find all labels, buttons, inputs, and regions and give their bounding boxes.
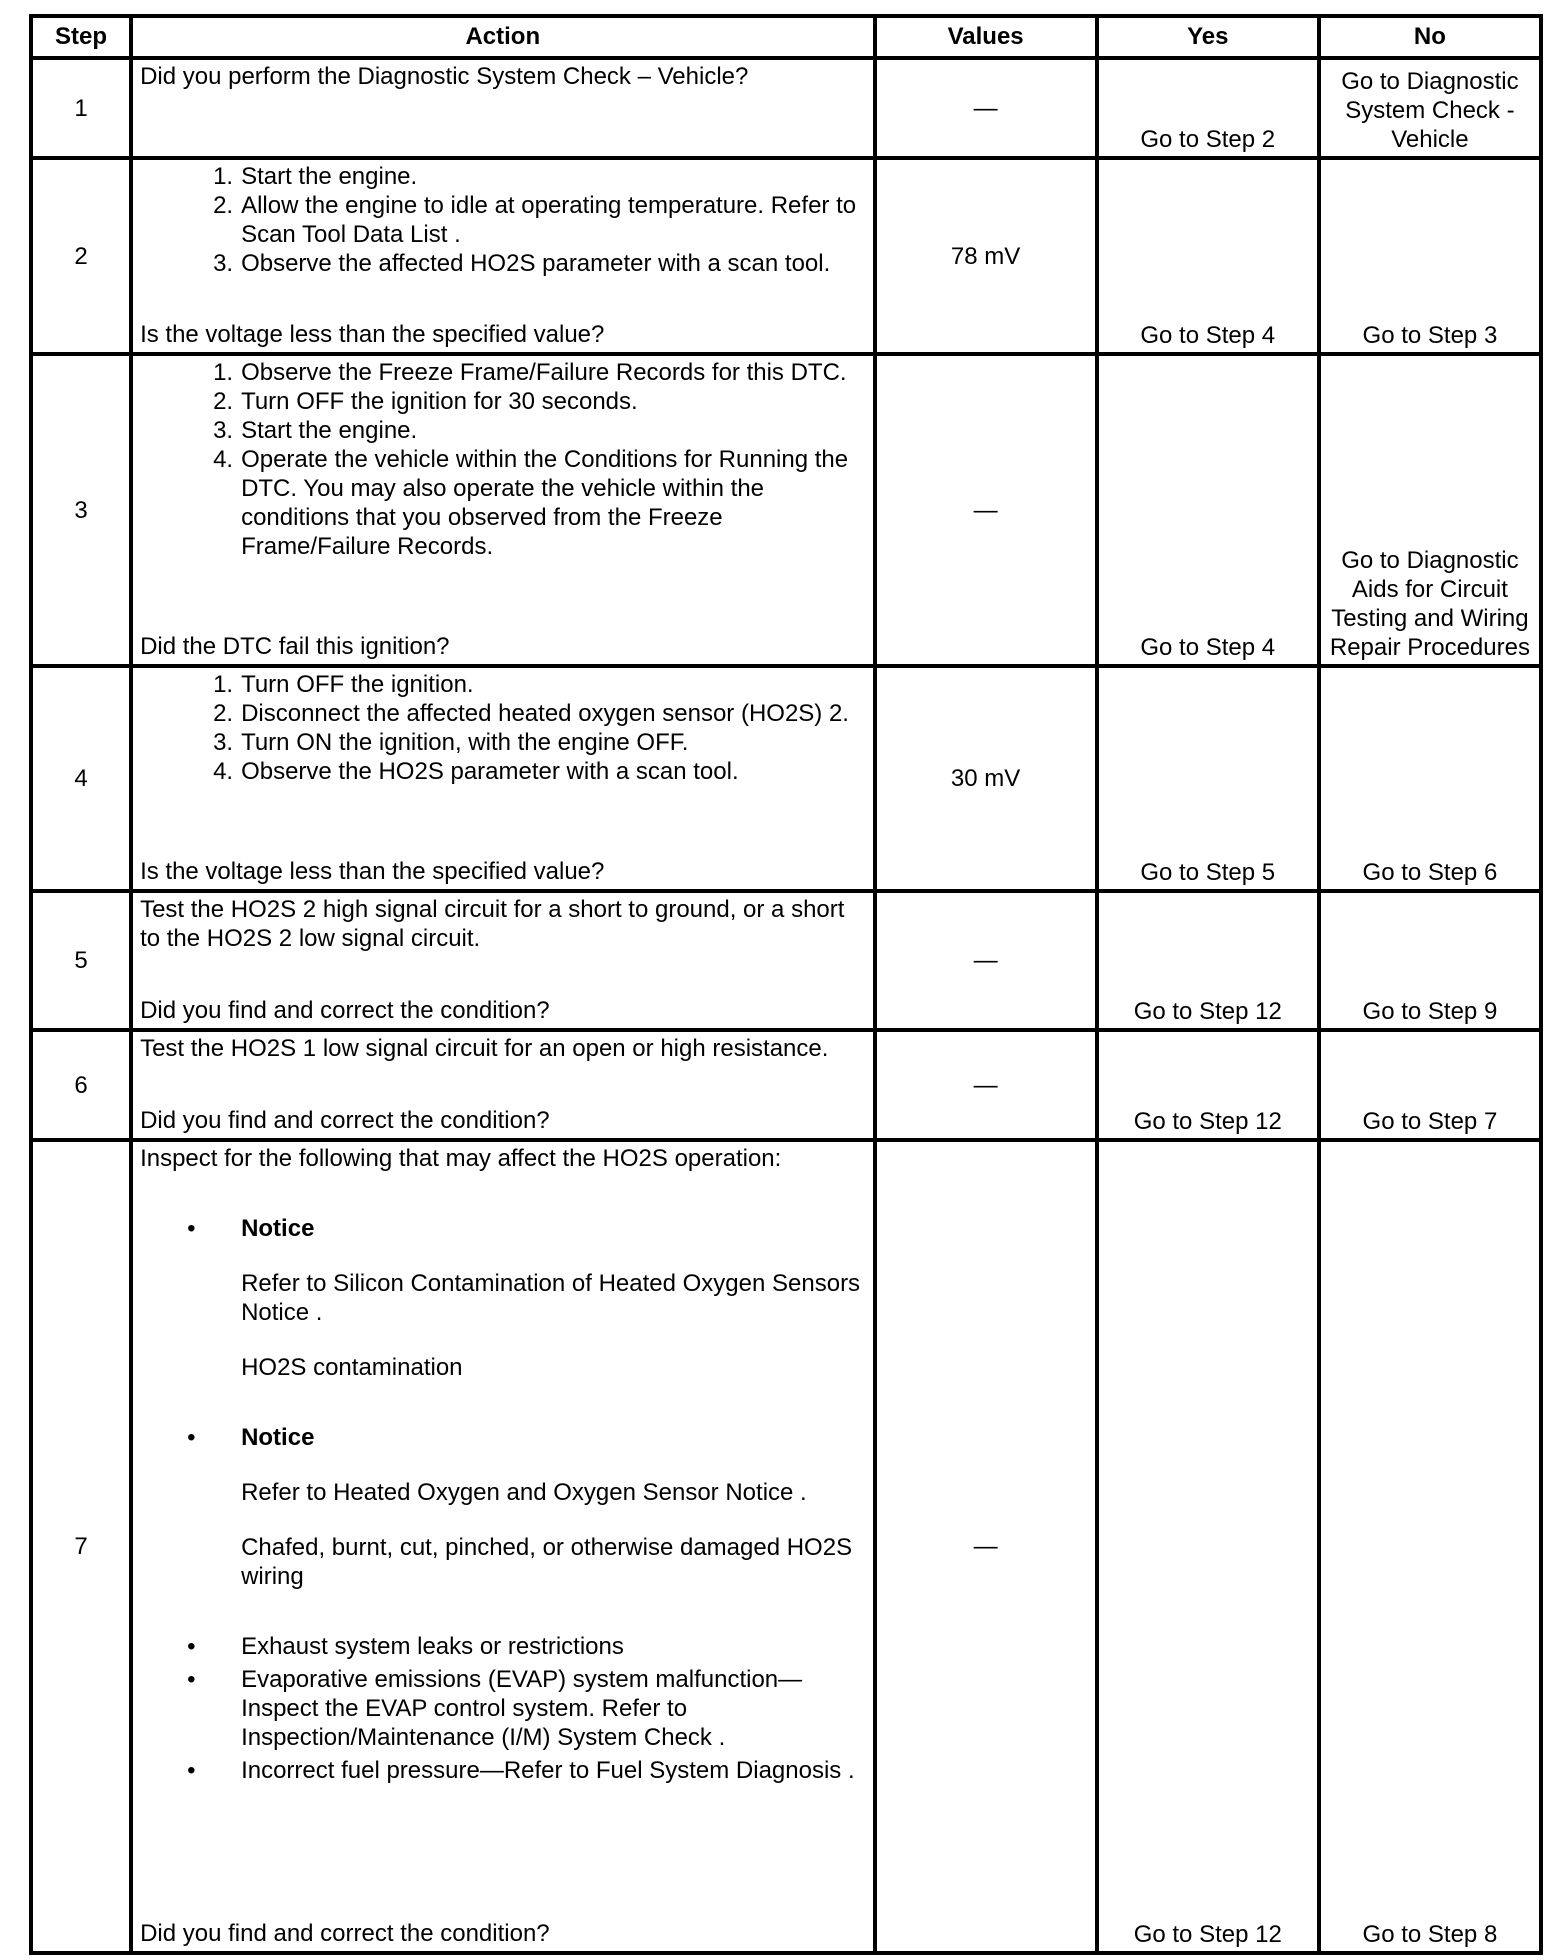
no-cell: Go to Step 3 — [1319, 158, 1541, 354]
notice-item: HO2S contamination — [241, 1354, 463, 1381]
yes-cell: Go to Step 4 — [1097, 354, 1319, 666]
notice-item: Chafed, burnt, cut, pinched, or otherwise damaged HO2S wiring — [241, 1534, 853, 1590]
action-text: Test the HO2S 1 low signal circuit for an open or high resistance. — [140, 1035, 829, 1062]
header-action: Action — [131, 16, 874, 58]
action-text: Inspect for the following that may affect the HO2S operation: — [140, 1145, 782, 1172]
step-number: 1 — [31, 58, 131, 158]
action-cell — [131, 58, 874, 158]
action-steps — [140, 358, 864, 561]
action-cell — [131, 354, 874, 666]
yes-cell: Go to Step 5 — [1097, 666, 1319, 891]
yes-cell: Go to Step 2 — [1097, 58, 1319, 158]
step-number: 2 — [31, 158, 131, 354]
no-cell: Go to Step 9 — [1319, 891, 1541, 1030]
list-item: 3. Observe the affected HO2S parameter with a scan tool. — [213, 250, 831, 277]
notice-text: Refer to Heated Oxygen and Oxygen Sensor Notice . — [241, 1479, 807, 1506]
step-number: 6 — [31, 1030, 131, 1140]
no-cell: Go to Diagnostic Aids for Circuit Testing and Wiring Repair Procedures — [1319, 354, 1541, 666]
step-number: 4 — [31, 666, 131, 891]
action-cell — [131, 666, 874, 891]
action-cell — [131, 1140, 874, 1953]
action-steps — [140, 670, 864, 786]
notice-list — [140, 1423, 864, 1452]
diagnostic-table — [29, 14, 1543, 1955]
list-item: 3. Turn ON the ignition, with the engine OFF. — [213, 729, 689, 756]
no-cell: Go to Step 7 — [1319, 1030, 1541, 1140]
notice-text: Refer to Silicon Contamination of Heated Oxygen Sensors Notice . — [241, 1270, 861, 1326]
notice-list — [140, 1214, 864, 1243]
table-row — [31, 666, 1541, 891]
no-cell: Go to Diagnostic System Check - Vehicle — [1319, 58, 1541, 158]
list-item: 4. Operate the vehicle within the Conditions for Running the DTC. You may also operate the vehicle within the conditions that you observed from the Freeze Frame/Failure Records. — [213, 446, 849, 560]
header-no: No — [1319, 16, 1541, 58]
notice-title: Notice — [241, 1215, 315, 1242]
list-item: 2. Turn OFF the ignition for 30 seconds. — [213, 388, 638, 415]
list-item: 3. Start the engine. — [213, 417, 418, 444]
action-question: Did the DTC fail this ignition? — [140, 633, 450, 660]
list-item: 4. Observe the HO2S parameter with a scan tool. — [213, 758, 739, 785]
list-item: 1. Observe the Freeze Frame/Failure Records for this DTC. — [213, 359, 847, 386]
value-cell: 78 mV — [875, 158, 1097, 354]
no-cell: Go to Step 8 — [1319, 1140, 1541, 1953]
action-cell — [131, 158, 874, 354]
table-row — [31, 1030, 1541, 1140]
list-item: • Incorrect fuel pressure—Refer to Fuel System Diagnosis . — [187, 1757, 855, 1784]
list-item: • Notice — [140, 1214, 864, 1243]
header-row — [31, 16, 1541, 58]
header-values: Values — [875, 16, 1097, 58]
list-item: 1. Start the engine. — [213, 163, 418, 190]
value-cell: — — [875, 1030, 1097, 1140]
step-number: 7 — [31, 1140, 131, 1953]
table-row — [31, 1140, 1541, 1953]
action-text: Test the HO2S 2 high signal circuit for a short to ground, or a short to the HO2S 2 low signal circuit. — [140, 896, 845, 952]
value-cell: 30 mV — [875, 666, 1097, 891]
list-item: 2. Disconnect the affected heated oxygen sensor (HO2S) 2. — [213, 700, 849, 727]
table-row — [31, 158, 1541, 354]
value-cell: — — [875, 891, 1097, 1030]
action-cell — [131, 891, 874, 1030]
action-cell — [131, 1030, 874, 1140]
header-yes: Yes — [1097, 16, 1319, 58]
yes-cell: Go to Step 4 — [1097, 158, 1319, 354]
list-item: • Exhaust system leaks or restrictions — [187, 1633, 624, 1660]
action-question: Did you find and correct the condition? — [140, 1920, 550, 1947]
action-question: Is the voltage less than the specified value? — [140, 858, 605, 885]
action-steps — [140, 162, 864, 278]
step-number: 5 — [31, 891, 131, 1030]
step-number: 3 — [31, 354, 131, 666]
table-row — [31, 891, 1541, 1030]
no-cell: Go to Step 6 — [1319, 666, 1541, 891]
action-question: Did you find and correct the condition? — [140, 997, 550, 1024]
value-cell: — — [875, 354, 1097, 666]
list-item: 2. Allow the engine to idle at operating temperature. Refer to Scan Tool Data List . — [213, 192, 857, 248]
inspection-list — [140, 1632, 864, 1785]
list-item: • Evaporative emissions (EVAP) system malfunction—Inspect the EVAP control system. Refer to Inspection/Maintenance (I/M) System Check . — [187, 1666, 803, 1751]
value-cell: — — [875, 58, 1097, 158]
notice-title: Notice — [241, 1424, 315, 1451]
header-step: Step — [31, 16, 131, 58]
yes-cell: Go to Step 12 — [1097, 1140, 1319, 1953]
value-cell: — — [875, 1140, 1097, 1953]
yes-cell: Go to Step 12 — [1097, 891, 1319, 1030]
action-question: Did you perform the Diagnostic System Check – Vehicle? — [140, 63, 749, 90]
list-item: • Notice — [140, 1423, 864, 1452]
table-row — [31, 354, 1541, 666]
table-row — [31, 58, 1541, 158]
action-question: Is the voltage less than the specified value? — [140, 321, 605, 348]
yes-cell: Go to Step 12 — [1097, 1030, 1319, 1140]
list-item: 1. Turn OFF the ignition. — [213, 671, 474, 698]
action-question: Did you find and correct the condition? — [140, 1107, 550, 1134]
